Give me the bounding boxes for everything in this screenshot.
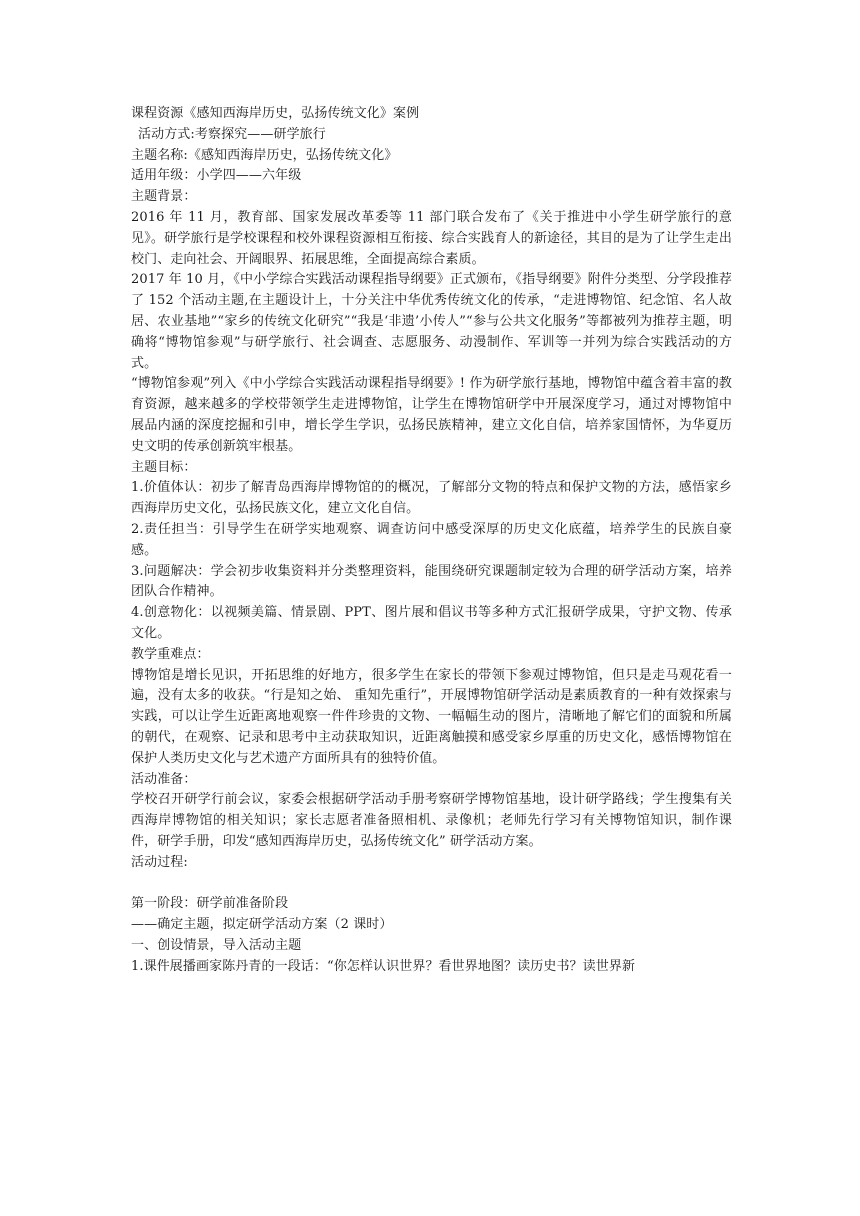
goal-item-3: 3.问题解决：学会初步收集资料并分类整理资料，能围绕研究课题制定较为合理的研学活动方案，培养团队合作精神。 (131, 563, 732, 600)
document-title: 课程资源《感知西海岸历史，弘扬传统文化》案例 (131, 106, 420, 121)
activity-mode: 活动方式:考察探究——研学旅行 (138, 126, 326, 142)
background-paragraph-1: 2016 年 11 月，教育部、国家发展改革委等 11 部门联合发布了《关于推进中小学生研学旅行的意见》。研学旅行是学校课程和校外课程资源相互衔接、综合实践育人的新途径，其目的是为了让学生走出校门、走向社会、开阔眼界、拓展思维，全面提高综合素质。 (131, 209, 732, 267)
theme-name: 主题名称:《感知西海岸历史，弘扬传统文化》 (131, 147, 398, 163)
grade-level: 适用年级：小学四——六年级 (131, 168, 302, 184)
stage-1-subheading: ——确定主题，拟定研学活动方案（2 课时） (131, 917, 393, 933)
process-heading: 活动过程: (131, 854, 188, 870)
process-item-1: 1.课件展播画家陈丹青的一段话：“你怎样认识世界？看世界地图？读历史书？读世界新 (131, 958, 636, 974)
goal-item-2: 2.责任担当：引导学生在研学实地观察、调查访问中感受深厚的历史文化底蕴，培养学生的民族自豪感。 (131, 521, 732, 558)
document-page (131, 104, 732, 977)
goals-heading: 主题目标： (131, 459, 197, 475)
goal-item-4: 4.创意物化：以视频美篇、情景剧、PPT、图片展和倡议书等多种方式汇报研学成果，守护文物、传承文化。 (131, 605, 732, 641)
background-heading: 主题背景： (131, 189, 197, 205)
preparation-paragraph: 学校召开研学行前会议，家委会根据研学活动手册考察研学博物馆基地，设计研学路线；学生搜集有关西海岸博物馆的相关知识；家长志愿者准备照相机、录像机；老师先行学习有关博物馆知识，制作课件，研学手册，印发“感知西海岸历史，弘扬传统文化” 研学活动方案。 (131, 792, 732, 849)
stage-1-heading: 第一阶段：研学前准备阶段 (131, 896, 289, 912)
background-paragraph-2: 2017 年 10 月，《中小学综合实践活动课程指导纲要》正式颁布，《指导纲要》附件分类型、分学段推荐了 152 个活动主题,在主题设计上，十分关注中华优秀传统文化的传承，“走进博物馆、纪念馆、名人故居、农业基地”“家乡的传统文化研究”“我是‘非遗’小传人”“参与公共文化服务”等都被列为推荐主题，明确将“博物馆参观”与研学旅行、社会调查、志愿服务、动漫制作、军训等一并列为综合实践活动的方式。 (131, 272, 732, 371)
key-points-paragraph: 博物馆是增长见识，开拓思维的好地方，很多学生在家长的带领下参观过博物馆，但只是走马观花看一遍，没有太多的收获。“行是知之始、 重知先重行”，开展博物馆研学活动是素质教育的一种有效探索与实践，可以让学生近距离地观察一件件珍贵的文物、一幅幅生动的图片，清晰地了解它们的面貌和所属的朝代，在观察、记录和思考中主动获取知识，近距离触摸和感受家乡厚重的历史文化，感悟博物馆在保护人类历史文化与艺术遗产方面所具有的独特价值。 (131, 667, 732, 766)
preparation-heading: 活动准备： (131, 771, 197, 787)
goal-item-1: 1.价值体认：初步了解青岛西海岸博物馆的的概况，了解部分文物的特点和保护文物的方法，感悟家乡西海岸历史文化，弘扬民族文化，建立文化自信。 (131, 480, 732, 517)
section-1-heading: 一、创设情景，导入活动主题 (131, 937, 302, 953)
key-points-heading: 教学重难点： (131, 646, 210, 662)
background-paragraph-3: “博物馆参观”列入《中小学综合实践活动课程指导纲要》! 作为研学旅行基地，博物馆中蕴含着丰富的教育资源，越来越多的学校带领学生走进博物馆，让学生在博物馆研学中开展深度学习，通过对博物馆中展品内涵的深度挖掘和引申，增长学生学识，弘扬民族精神，建立文化自信，培养家国情怀，为华夏历史文明的传承创新筑牢根基。 (131, 376, 732, 454)
blank-line (131, 873, 732, 894)
